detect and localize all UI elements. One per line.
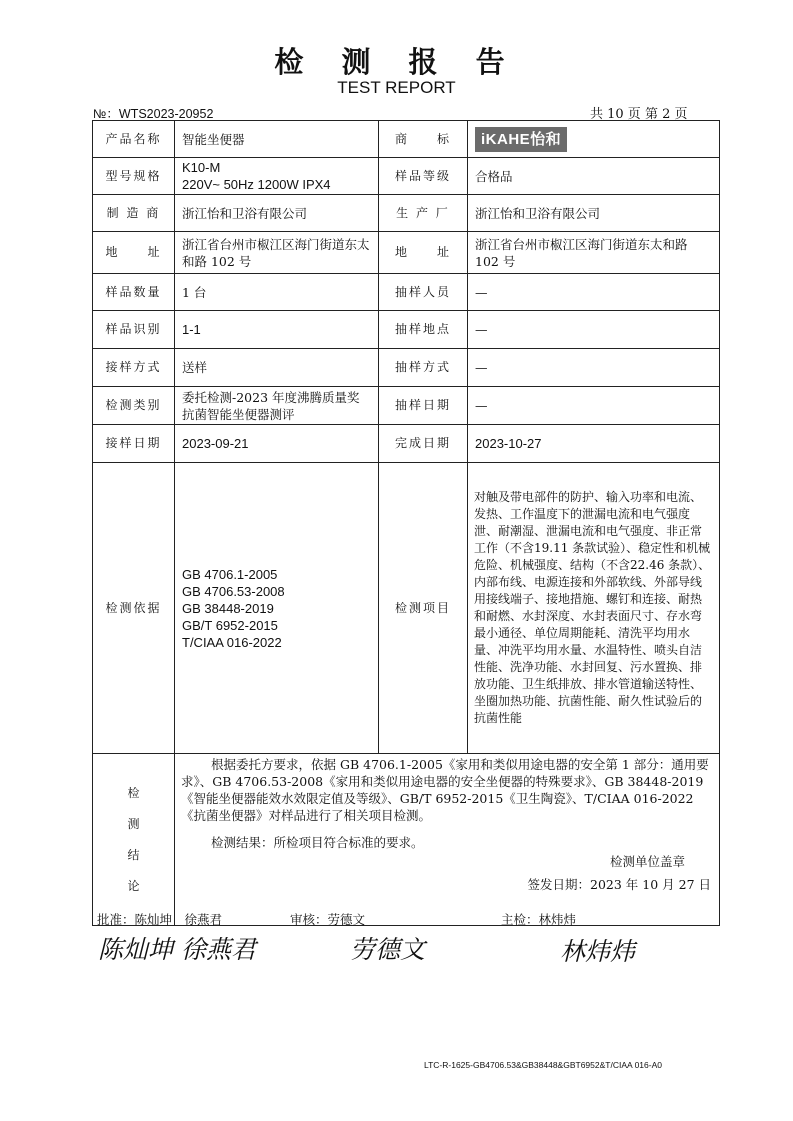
- standard-item: GB 4706.53-2008: [182, 583, 285, 599]
- model-value: [175, 158, 379, 195]
- approve-label: 批准：陈灿坤 徐燕君: [97, 912, 223, 927]
- issue-date: 签发日期：2023 年 10 月 27 日: [527, 877, 711, 892]
- trademark-value: [468, 121, 720, 158]
- approve-signature: 陈灿坤 徐燕君: [98, 935, 256, 964]
- address-value: 浙江省台州市椒江区海门街道东太和路 102 号: [175, 232, 379, 274]
- signature-labels: [97, 910, 576, 928]
- producer-value: 浙江怡和卫浴有限公司: [468, 195, 720, 232]
- standard-item: GB 38448-2019: [182, 600, 274, 616]
- inspect-signature: 林炜炜: [560, 937, 636, 966]
- report-table: [92, 120, 720, 926]
- product-name-value: 智能坐便器: [175, 121, 379, 158]
- model-line1: K10-M: [182, 160, 221, 175]
- receive-method-label: 接样方式: [93, 349, 175, 387]
- basis-label: 检测依据: [93, 463, 175, 754]
- conclusion-label-char: 测: [127, 816, 140, 831]
- address-label: 地 址: [93, 232, 175, 274]
- test-items-value: 对触及带电部件的防护、输入功率和电流、发热、工作温度下的泄漏电流和电气强度泄、耐潮湿、泄漏电流和电气强度、非正常工作（不含19.11 条款试验）、稳定性和机械危险、机械强度、结构（不含22.46 条款）、内部布线、电源连接和外部软线、外部导线用接线端子、接地措施、螺钉和连接、耐热和耐燃、水封深度、水封表面尺寸、存水弯最小通径、单位周期能耗、清洗平均用水量、冲洗平均用水量、水温特性、喷头自洁性能、洗净功能、水封回复、污水置换、排放功能、卫生纸排放、排水管道输送特性、坐圈加热功能、抗菌性能、耐久性试验后的抗菌性能: [468, 463, 720, 754]
- conclusion-body: [175, 754, 720, 926]
- test-type-label: 检测类别: [93, 387, 175, 425]
- model-line2: 220V~ 50Hz 1200W IPX4: [182, 177, 331, 192]
- manufacturer-label: 制 造 商: [93, 195, 175, 232]
- report-subtitle: TEST REPORT: [337, 78, 456, 97]
- sample-method-value: —: [468, 349, 720, 387]
- inspect-label: 主检：林炜炜: [500, 912, 576, 927]
- conclusion-label-char: 结: [127, 847, 140, 862]
- sample-date-label: 抽样日期: [379, 387, 468, 425]
- quantity-label: 样品数量: [93, 274, 175, 311]
- items-label: 检测项目: [379, 463, 468, 754]
- review-signature: 劳德文: [350, 935, 426, 964]
- conclusion-result: 检测结果：所检项目符合标准的要求。: [211, 835, 424, 850]
- conclusion-seal: 检测单位盖章: [609, 854, 685, 869]
- quantity-value: 1 台: [175, 274, 379, 311]
- sample-method-label: 抽样方式: [379, 349, 468, 387]
- standard-item: GB/T 6952-2015: [182, 617, 278, 633]
- receive-date-label: 接样日期: [93, 425, 175, 463]
- trademark-label: 商 标: [379, 121, 468, 158]
- standard-item: GB 4706.1-2005: [182, 566, 278, 582]
- sample-place-label: 抽样地点: [379, 311, 468, 349]
- basis-standards: [175, 463, 379, 754]
- conclusion-paragraph: 根据委托方要求，依据 GB 4706.1-2005《家用和类似用途电器的安全第 1 部分：通用要求》、GB 4706.53-2008《家用和类似用途电器的安全坐便器的特殊要求》、GB 38448-2019《智能坐便器能效水效限定值及等级》、GB/T 6952-2015《卫生陶瓷》、T/CIAA 016-2022《抗菌坐便器》对样品进行了相关项目检测。: [181, 757, 709, 823]
- sample-grade-value: 合格品: [468, 158, 720, 195]
- producer-address-label: 地 址: [379, 232, 468, 274]
- sample-grade-label: 样品等级: [379, 158, 468, 195]
- sampler-label: 抽样人员: [379, 274, 468, 311]
- sampler-value: —: [468, 274, 720, 311]
- product-name-label: 产品名称: [93, 121, 175, 158]
- page-info: 共 10 页 第 2 页: [590, 107, 688, 122]
- receive-date-value: 2023-09-21: [175, 425, 379, 463]
- form-code: LTC-R-1625-GB4706.53&GB38448&GBT6952&T/CIAA 016-A0: [424, 1060, 662, 1070]
- sample-id-value: 1-1: [175, 311, 379, 349]
- model-label: 型号规格: [93, 158, 175, 195]
- sample-place-value: —: [468, 311, 720, 349]
- conclusion-label-char: 检: [127, 785, 140, 800]
- sample-id-label: 样品识别: [93, 311, 175, 349]
- producer-label: 生 产 厂: [379, 195, 468, 232]
- report-title: 检 测 报 告: [274, 45, 519, 79]
- test-type-value: 委托检测-2023 年度沸腾质量奖抗菌智能坐便器测评: [175, 387, 379, 425]
- finish-date-label: 完成日期: [379, 425, 468, 463]
- conclusion-label-char: 论: [127, 878, 140, 893]
- report-number: №：WTS2023-20952: [93, 107, 214, 121]
- receive-method-value: 送样: [175, 349, 379, 387]
- sample-date-value: —: [468, 387, 720, 425]
- finish-date-value: 2023-10-27: [468, 425, 720, 463]
- brand-logo: iKAHE怡和: [475, 127, 567, 152]
- standard-item: T/CIAA 016-2022: [182, 634, 282, 650]
- conclusion-label: [93, 754, 175, 926]
- manufacturer-value: 浙江怡和卫浴有限公司: [175, 195, 379, 232]
- producer-address-value: 浙江省台州市椒江区海门街道东太和路 102 号: [468, 232, 720, 274]
- review-label: 审核：劳德文: [289, 912, 365, 927]
